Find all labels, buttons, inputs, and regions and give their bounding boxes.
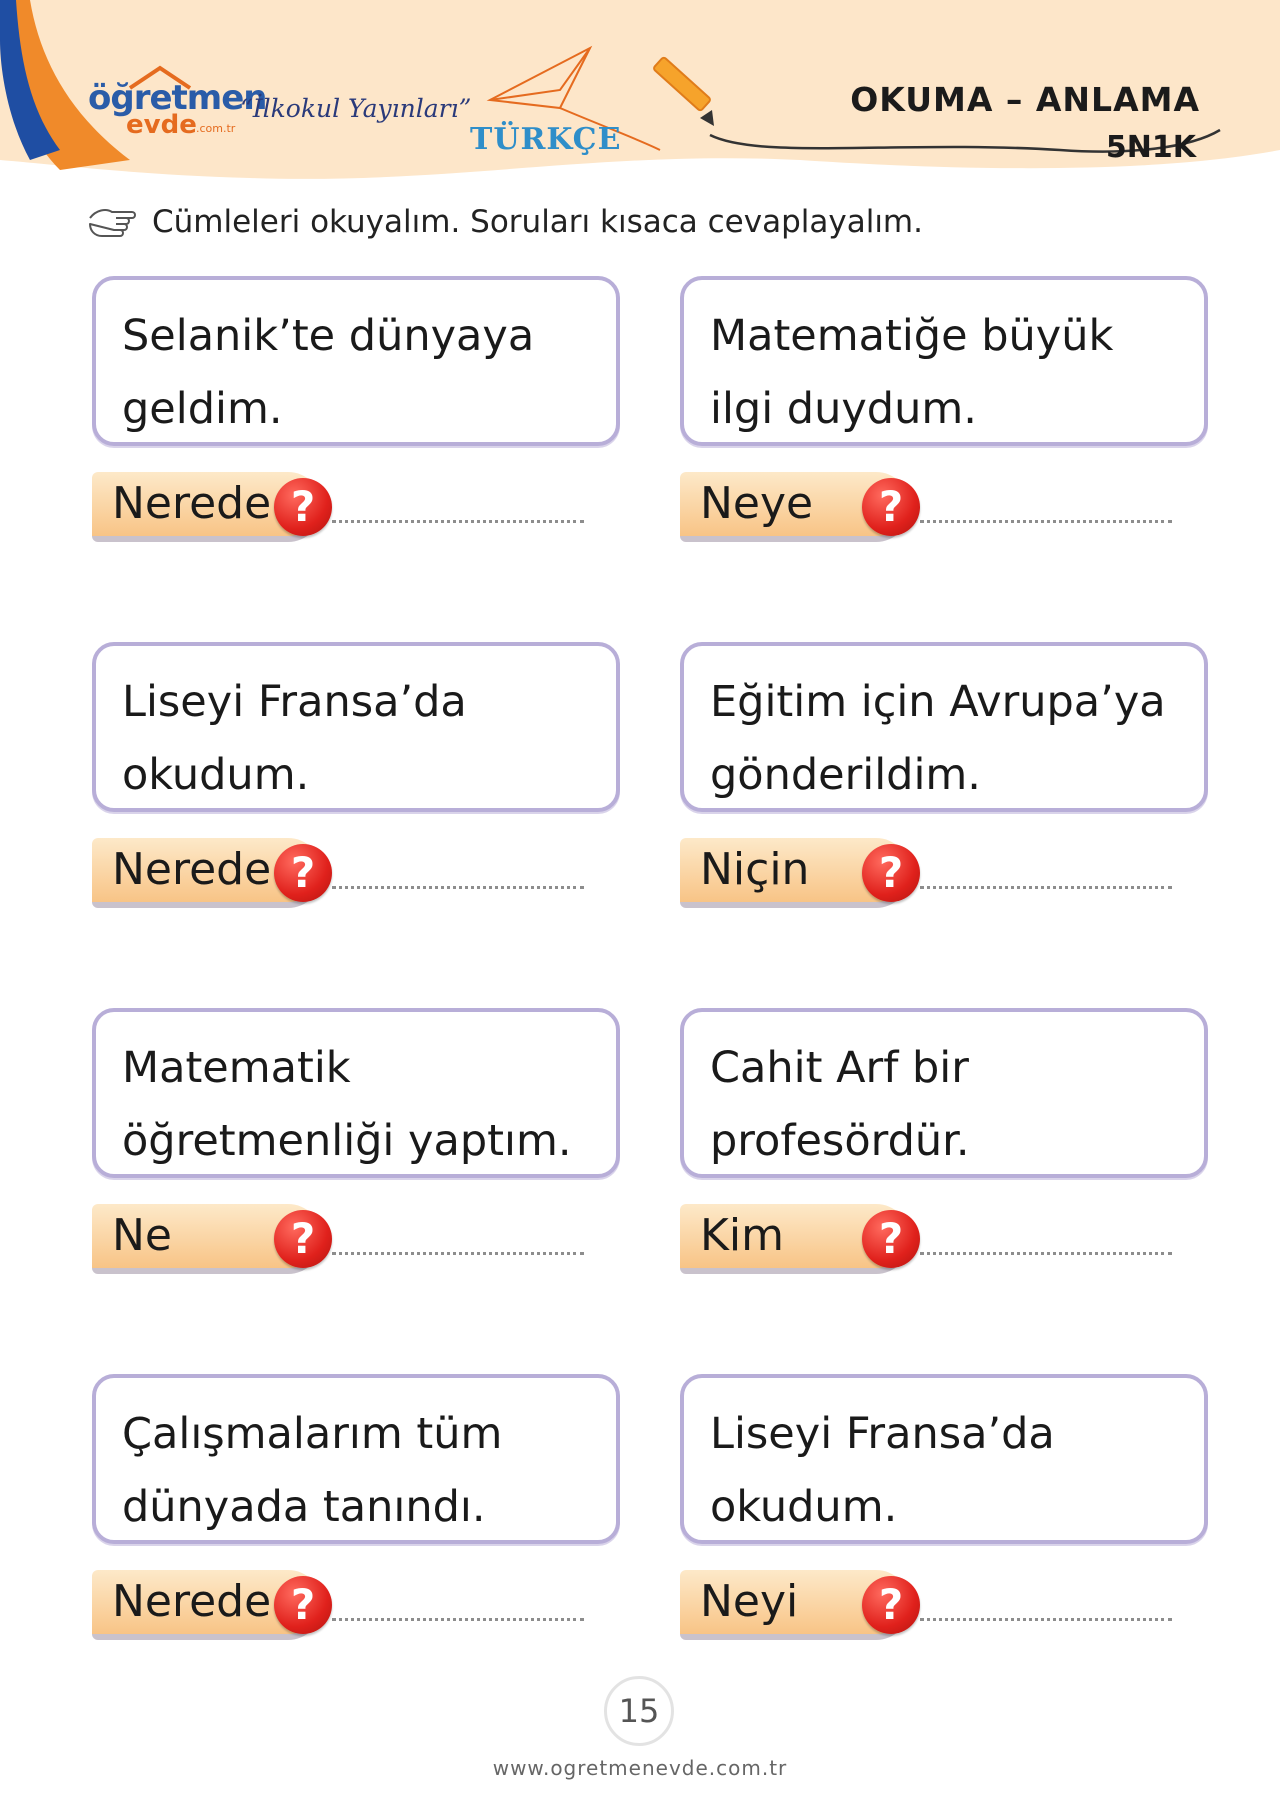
sentence-box: Liseyi Fransa’da okudum. [92,642,620,812]
sentence-box: Matematik öğretmenliği yaptım. [92,1008,620,1178]
question-mark-icon: ? [274,1576,332,1634]
answer-line[interactable] [332,886,584,889]
question-tab: Neye [680,472,910,542]
question-mark-icon: ? [862,844,920,902]
question-mark-icon: ? [274,844,332,902]
question-tab: Niçin [680,838,910,908]
sentence-box: Selanik’te dünyaya geldim. [92,276,620,446]
question-tab: Nerede [92,838,322,908]
logo-word: öğretmen [88,78,267,118]
answer-line[interactable] [332,1252,584,1255]
sentence-box: Liseyi Fransa’da okudum. [680,1374,1208,1544]
logo-sub: evde [126,110,197,140]
answer-line[interactable] [920,520,1172,523]
topic-label: 5N1K [1105,130,1196,165]
question-tab: Ne [92,1204,322,1274]
answer-line[interactable] [920,1252,1172,1255]
section-title: OKUMA – ANLAMA [850,80,1200,119]
sentence-box: Matematiğe büyük ilgi duydum. [680,276,1208,446]
answer-line[interactable] [332,520,584,523]
question-tab: Neyi [680,1570,910,1640]
question-tab: Nerede [92,472,322,542]
publisher-name: “İlkokul Yayınları” [240,94,472,123]
instruction-text: Cümleleri okuyalım. Soruları kısaca cevaplayalım. [152,204,923,240]
question-mark-icon: ? [862,1210,920,1268]
question-tab: Kim [680,1204,910,1274]
question-mark-icon: ? [274,478,332,536]
answer-line[interactable] [332,1618,584,1621]
answer-line[interactable] [920,1618,1172,1621]
question-mark-icon: ? [274,1210,332,1268]
question-mark-icon: ? [862,1576,920,1634]
sentence-box: Eğitim için Avrupa’ya gönderildim. [680,642,1208,812]
question-mark-icon: ? [862,478,920,536]
logo-domain: .com.tr [196,122,236,135]
sentence-box: Çalışmalarım tüm dünyada tanındı. [92,1374,620,1544]
sentence-box: Cahit Arf bir profesördür. [680,1008,1208,1178]
pointing-hand-icon [86,200,138,244]
page-number: 15 [604,1676,674,1746]
question-tab: Nerede [92,1570,322,1640]
footer-url: www.ogretmenevde.com.tr [492,1756,788,1780]
subject-title: TÜRKÇE [470,122,622,157]
answer-line[interactable] [920,886,1172,889]
